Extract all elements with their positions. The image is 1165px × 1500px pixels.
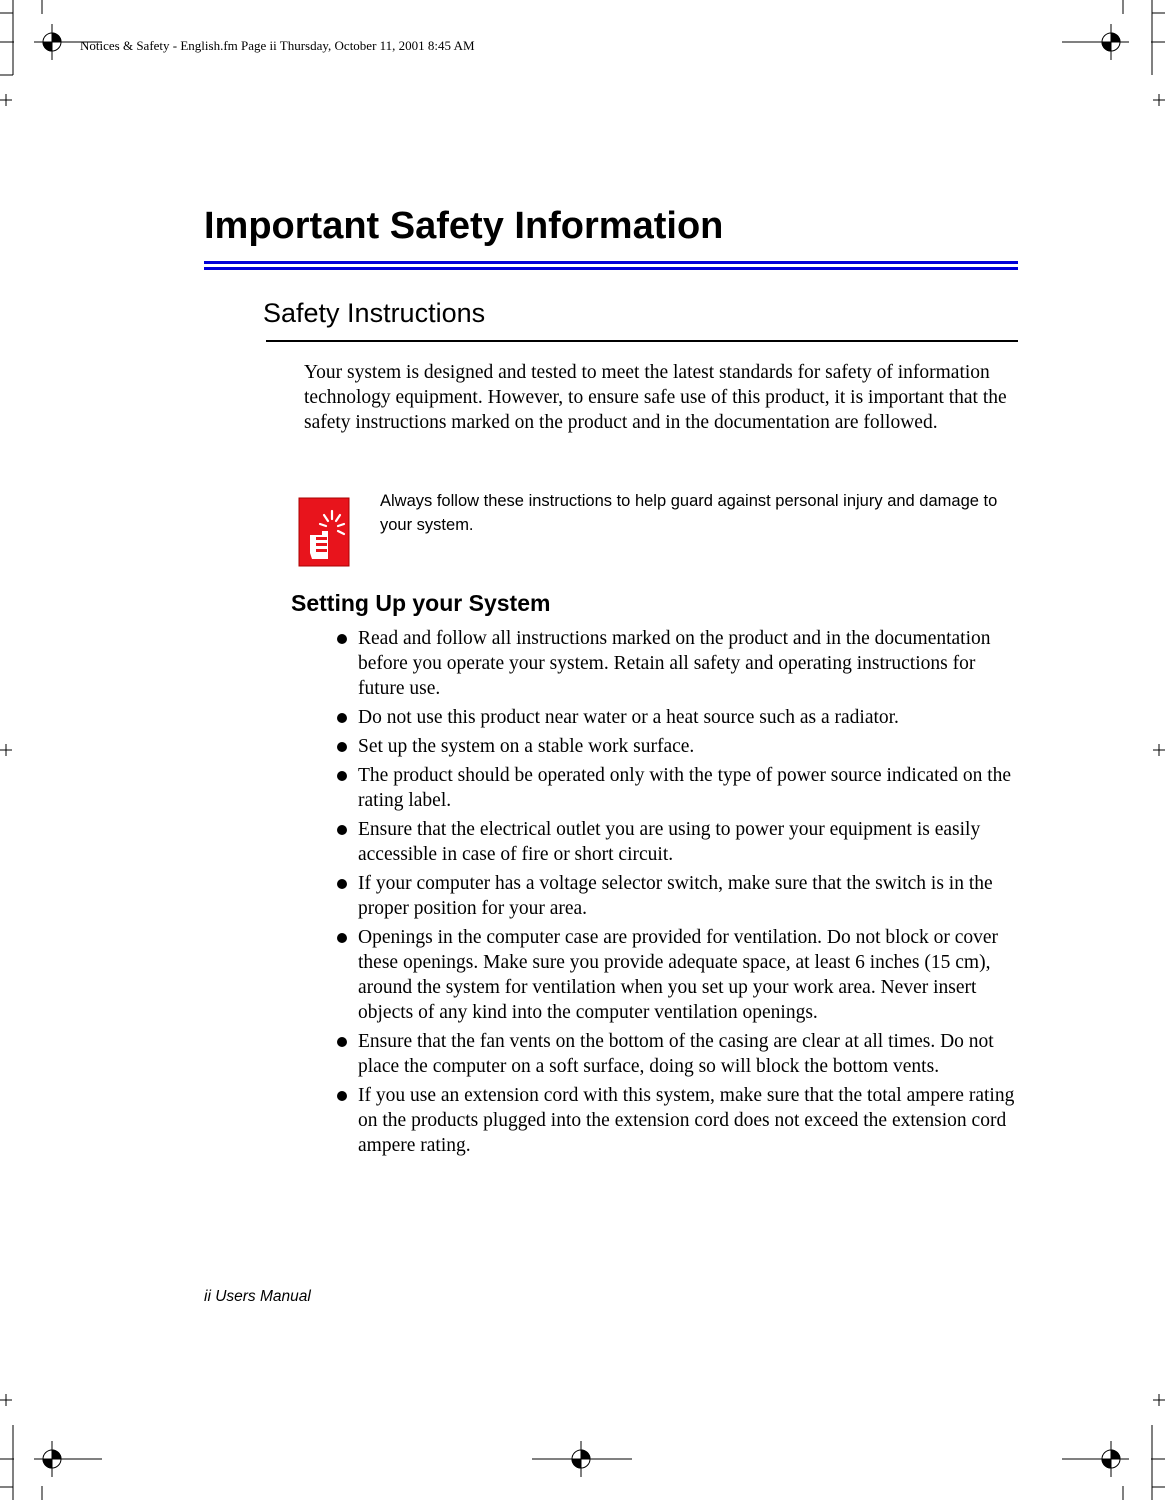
list-item: If you use an extension cord with this system, make sure that the total ampere rating on the products plugged into the extension cord does not exceed the extension cord ampere rating.	[336, 1083, 1021, 1158]
hand-warning-icon	[298, 497, 350, 567]
list-item: Do not use this product near water or a heat source such as a radiator.	[336, 705, 1021, 730]
section-rule	[266, 340, 1018, 342]
page-footer: ii Users Manual	[204, 1288, 311, 1305]
bullet-icon	[337, 771, 347, 781]
list-item: Set up the system on a stable work surface.	[336, 734, 1021, 759]
list-item: Ensure that the electrical outlet you are using to power your equipment is easily accessible in case of fire or short circuit.	[336, 817, 1021, 867]
list-item: If your computer has a voltage selector switch, make sure that the switch is in the proper position for your area.	[336, 871, 1021, 921]
bullet-icon	[337, 713, 347, 723]
subsection-title: Setting Up your System	[291, 590, 551, 616]
list-item: The product should be operated only with the type of power source indicated on the rating label.	[336, 763, 1021, 813]
bullet-icon	[337, 825, 347, 835]
bullet-icon	[337, 742, 347, 752]
intro-paragraph: Your system is designed and tested to meet the latest standards for safety of information technology equipment. However, to ensure safe use of this product, it is important that the safety instructions marked on the product and in the documentation are followed.	[304, 362, 1007, 433]
safety-bullet-list	[336, 626, 1021, 1162]
bullet-icon	[337, 879, 347, 889]
warning-note: Always follow these instructions to help guard against personal injury and damage to your system.	[380, 492, 998, 534]
title-rule	[204, 261, 1018, 271]
bullet-icon	[337, 1037, 347, 1047]
bullet-icon	[337, 933, 347, 943]
list-item: Read and follow all instructions marked on the product and in the documentation before you operate your system. Retain all safety and operating instructions for future use.	[336, 626, 1021, 701]
bullet-icon	[337, 1091, 347, 1101]
list-item: Openings in the computer case are provided for ventilation. Do not block or cover these openings. Make sure you provide adequate space, at least 6 inches (15 cm), around the system for ventilation when you set up your work area. Never insert objects of any kind into the computer ventilation openings.	[336, 925, 1021, 1025]
file-header: Notices & Safety - English.fm Page ii Thursday, October 11, 2001 8:45 AM	[80, 38, 475, 53]
list-item: Ensure that the fan vents on the bottom of the casing are clear at all times. Do not place the computer on a soft surface, doing so will block the bottom vents.	[336, 1029, 1021, 1079]
bullet-icon	[337, 634, 347, 644]
page-title: Important Safety Information	[204, 205, 724, 247]
section-title: Safety Instructions	[263, 298, 486, 328]
